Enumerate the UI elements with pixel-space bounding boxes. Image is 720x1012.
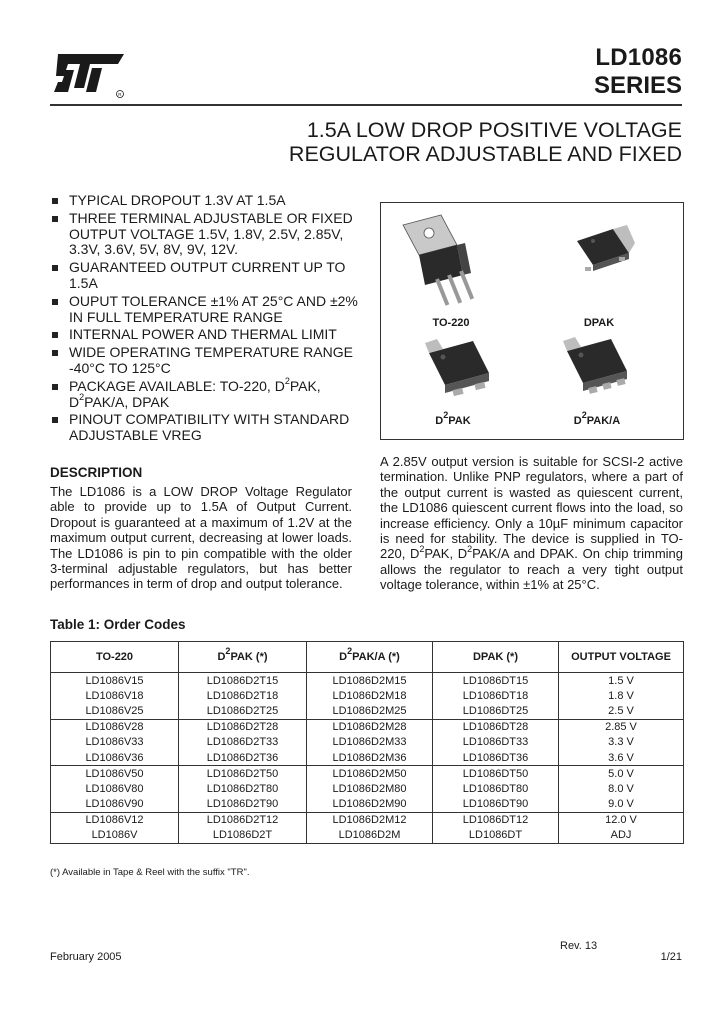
table-cell: LD1086D2T50 <box>179 766 307 782</box>
table-cell: LD1086D2T28 <box>179 719 307 735</box>
table-footnote: (*) Available in Tape & Reel with the suffix "TR". <box>50 867 250 878</box>
table-cell: 3.3 V <box>559 735 684 750</box>
label-d2pak: $D^2PAK$ <box>435 410 471 427</box>
table-row <box>51 797 684 813</box>
table-cell: LD1086V <box>91 829 138 842</box>
feature-item: WIDE OPERATING TEMPERATURE RANGE -40°C TO 125°C <box>50 345 362 377</box>
table-row <box>51 750 684 766</box>
table-row <box>51 766 684 782</box>
table-cell: LD1086D2T18 <box>179 688 307 703</box>
table-cell: LD1086D2T15 <box>179 673 307 689</box>
d2pak-package-icon <box>425 339 489 396</box>
table-cell: LD1086DT90 <box>433 797 559 813</box>
table-cell: LD1086D2T25 <box>179 703 307 719</box>
table-cell: LD1086D2T33 <box>179 735 307 750</box>
col-header-to220: TO-220 <box>51 642 179 673</box>
table-cell: 8.0 V <box>559 781 684 796</box>
table-cell: LD1086D2T12 <box>179 812 307 828</box>
table-row <box>51 703 684 719</box>
table-cell: LD1086D2M <box>307 828 433 844</box>
table-cell: 9.0 V <box>559 797 684 813</box>
page-number: 1/21 <box>660 951 682 963</box>
doc-title-line2: SERIES <box>593 72 682 99</box>
table-cell: LD1086V28 <box>51 719 179 735</box>
table-header-row <box>51 642 684 673</box>
table-cell: LD1086D2M15 <box>307 673 433 689</box>
table-cell: LD1086DT12 <box>433 812 559 828</box>
table-cell: LD1086DT15 <box>433 673 559 689</box>
table-cell: ADJ <box>559 828 684 844</box>
description-left: The LD1086 is a LOW DROP Voltage Regulator able to provide up to 1.5A of Output Current. Dropout is guaranteed at a maximum of 1.2V at the maximum output current, decreasing at lower loads. The LD1086 is pin to pin compatible with the older 3-terminal adjustable regulators, but has better performances in term of drop and output tolerance. <box>50 484 352 592</box>
table-cell: LD1086DT28 <box>433 719 559 735</box>
table-cell: 2.5 V <box>559 703 684 719</box>
description-heading: DESCRIPTION <box>50 465 143 480</box>
table-cell: LD1086V33 <box>85 736 144 749</box>
feature-item: PINOUT COMPATIBILITY WITH STANDARD ADJUSTABLE VREG <box>50 412 362 444</box>
header-rule <box>50 104 682 106</box>
feature-item: THREE TERMINAL ADJUSTABLE OR FIXED OUTPUT VOLTAGE 1.5V, 1.8V, 2.5V, 2.85V, 3.3V, 3.6V, 5V, 8V, 9V, 12V. <box>50 211 362 258</box>
footer-date: February 2005 <box>50 951 122 963</box>
feature-item: TYPICAL DROPOUT 1.3V AT 1.5A <box>50 193 362 209</box>
features-list <box>50 193 362 446</box>
feature-item: GUARANTEED OUTPUT CURRENT UP TO 1.5A <box>50 260 362 292</box>
table-row <box>51 673 684 689</box>
table-cell: LD1086V12 <box>51 812 179 828</box>
table-cell: LD1086V90 <box>85 798 144 811</box>
table-cell: LD1086D2M90 <box>307 797 433 813</box>
label-to220: TO-220 <box>432 317 470 329</box>
table-cell: LD1086D2M28 <box>307 719 433 735</box>
table-cell: LD1086DT36 <box>433 750 559 766</box>
label-dpak: DPAK <box>583 317 615 329</box>
table-cell: LD1086D2T36 <box>179 750 307 766</box>
col-header-output-voltage: OUTPUT VOLTAGE <box>559 642 684 673</box>
table-cell: LD1086DT80 <box>433 781 559 796</box>
d2paka-package-icon <box>563 337 627 394</box>
order-codes-table <box>50 641 684 844</box>
table-cell: 5.0 V <box>559 766 684 782</box>
table-cell: LD1086DT33 <box>433 735 559 750</box>
col-header-dpak: DPAK (*) <box>433 642 559 673</box>
table-row <box>51 781 684 796</box>
doc-subtitle-line1: 1.5A LOW DROP POSITIVE VOLTAGE <box>306 118 682 142</box>
table-cell: LD1086DT <box>433 828 559 844</box>
table-cell: LD1086V80 <box>85 782 144 795</box>
table-cell: 2.85 V <box>559 719 684 735</box>
feature-item: INTERNAL POWER AND THERMAL LIMIT <box>50 327 362 343</box>
label-d2paka: $D^2PAK/A$ <box>573 410 621 427</box>
package-images-box <box>380 202 684 440</box>
col-header-d2pak: $D^2PAK$ (*) <box>179 642 307 673</box>
doc-subtitle-line2: REGULATOR ADJUSTABLE AND FIXED <box>288 142 682 166</box>
table-cell: 1.8 V <box>559 688 684 703</box>
table-cell: LD1086D2M12 <box>307 812 433 828</box>
table-row <box>51 812 684 828</box>
svg-text:R: R <box>118 91 122 97</box>
dpak-package-icon <box>577 225 635 271</box>
table-cell: 3.6 V <box>559 750 684 766</box>
table-cell: LD1086D2M36 <box>307 750 433 766</box>
to220-package-icon <box>403 215 474 306</box>
table-cell: LD1086DT50 <box>433 766 559 782</box>
table-cell: LD1086D2T <box>179 828 307 844</box>
table-row <box>51 735 684 750</box>
table-cell: LD1086V50 <box>51 766 179 782</box>
table-caption: Table 1: Order Codes <box>50 617 186 632</box>
table-row <box>51 688 684 703</box>
table-row <box>51 719 684 735</box>
col-header-d2paka: $D^2PAK/A$ (*) <box>307 642 433 673</box>
table-row <box>51 828 684 844</box>
table-cell: LD1086D2M80 <box>307 781 433 796</box>
table-cell: LD1086D2M18 <box>307 688 433 703</box>
table-cell: LD1086V18 <box>85 689 144 702</box>
table-cell: LD1086V25 <box>85 704 144 717</box>
table-cell: LD1086D2T90 <box>179 797 307 813</box>
table-cell: 1.5 V <box>559 673 684 689</box>
doc-title-line1: LD1086 <box>595 44 682 71</box>
feature-item: PACKAGE AVAILABLE: TO-220, $D^2PAK$, $D^2PAK/A$, DPAK <box>50 379 362 411</box>
table-cell: LD1086D2T80 <box>179 781 307 796</box>
feature-item: OUPUT TOLERANCE ±1% AT 25°C AND ±2% IN FULL TEMPERATURE RANGE <box>50 294 362 326</box>
table-cell: LD1086D2M50 <box>307 766 433 782</box>
table-cell: LD1086D2M33 <box>307 735 433 750</box>
revision-label: Rev. 13 <box>560 940 598 952</box>
table-cell: LD1086DT25 <box>433 703 559 719</box>
table-cell: 12.0 V <box>559 812 684 828</box>
table-cell: LD1086D2M25 <box>307 703 433 719</box>
st-logo-icon <box>52 50 128 102</box>
table-cell: LD1086DT18 <box>433 688 559 703</box>
table-cell: LD1086V36 <box>85 751 144 764</box>
table-cell: LD1086V15 <box>85 674 144 687</box>
description-right: A 2.85V output version is suitable for SCSI-2 active termination. Unlike PNP regulators, where a part of the output current is wasted as quiescent current, the LD1086 quiescent current flows into the load, so increase efficiency. Only a 10µF minimum capacitor is need for stability. The device is supplied in TO-220, $D^2PAK$, $D^2PAK/A$ and DPAK. On chip trimming allows the regulator to reach a very tight output voltage tolerance, within ±1% at 25°C. <box>380 454 683 593</box>
